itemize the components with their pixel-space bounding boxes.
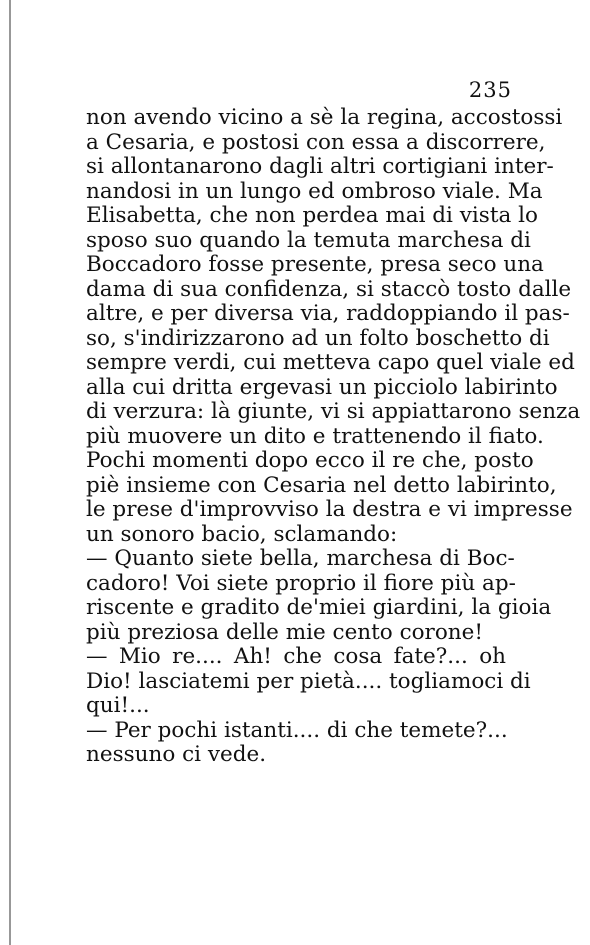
text-line: — Mio re.... Ah! che cosa fate?... oh — [86, 644, 506, 669]
page-number: 235 — [468, 78, 512, 102]
text-line: sempre verdi, cui metteva capo quel viale ed — [86, 350, 575, 375]
text-line: Boccadoro fosse presente, presa seco una — [86, 252, 544, 277]
text-line: più preziosa delle mie cento corone! — [86, 619, 483, 645]
text-line: un sonoro bacio, sclamando: — [86, 521, 398, 547]
text-line: riscente e gradito de'miei giardini, la gioia — [86, 595, 552, 620]
text-line: le prese d'improvviso la destra e vi impresse — [86, 497, 573, 522]
text-line: nandosi in un lungo ed ombroso viale. Ma — [86, 178, 543, 204]
text-line: sposo suo quando la temuta marchesa di — [86, 227, 531, 253]
body-text — [86, 105, 581, 768]
text-line: più muovere un dito e trattenendo il fiato. — [86, 423, 544, 449]
text-line: so, s'indirizzarono ad un folto boschetto di — [86, 325, 550, 351]
text-line: dama di sua confidenza, si staccò tosto dalle — [86, 276, 572, 302]
text-line: qui!... — [86, 693, 150, 718]
text-line: alla cui dritta ergevasi un picciolo labirinto — [86, 374, 558, 400]
text-line: Elisabetta, che non perdea mai di vista lo — [86, 203, 538, 228]
text-line: — Quanto siete bella, marchesa di Boc- — [86, 546, 515, 571]
text-line: di verzura: là giunte, vi si appiattarono senza — [86, 399, 581, 424]
text-line: Dio! lasciatemi per pietà.... togliamoci di — [86, 668, 531, 694]
text-line: non avendo vicino a sè la regina, accostossi — [86, 105, 563, 130]
text-line: a Cesaria, e postosi con essa a discorrere, — [86, 129, 546, 155]
text-line: — Per pochi istanti.... di che temete?... — [86, 717, 508, 743]
text-line: piè insieme con Cesaria nel detto labirinto, — [86, 472, 557, 498]
text-line: si allontanarono dagli altri cortigiani inter- — [86, 154, 554, 179]
text-line: cadoro! Voi siete proprio il fiore più ap- — [86, 570, 516, 596]
text-line: nessuno ci vede. — [86, 742, 267, 767]
text-line: altre, e per diversa via, raddoppiando il pas- — [86, 301, 570, 326]
page-edge-line — [9, 0, 11, 945]
text-line: Pochi momenti dopo ecco il re che, posto — [86, 448, 534, 473]
